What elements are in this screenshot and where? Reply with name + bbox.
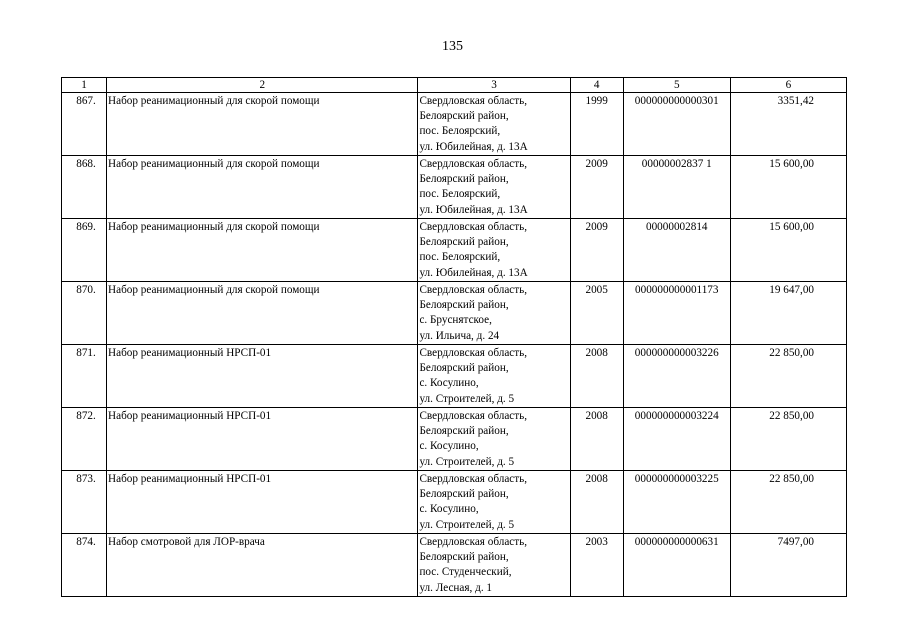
address-line: Свердловская область, xyxy=(419,473,528,485)
address-line: пос. Белоярский, xyxy=(419,251,501,264)
item-cost: 22 850,00 xyxy=(730,345,846,408)
item-address xyxy=(418,534,570,597)
item-name: Набор смотровой для ЛОР-врача xyxy=(107,534,418,597)
address-line: ул. Лесная, д. 1 xyxy=(419,581,493,594)
item-name: Набор реанимационный для скорой помощи xyxy=(107,156,418,219)
header-col-1: 1 xyxy=(62,78,107,93)
address-line: пос. Белоярский, xyxy=(419,125,501,138)
address-line: Белоярский район, xyxy=(419,425,509,438)
table-row xyxy=(62,282,847,345)
address-line: Свердловская область, xyxy=(419,158,528,170)
item-address xyxy=(418,345,570,408)
item-address xyxy=(418,282,570,345)
item-cost: 22 850,00 xyxy=(730,471,846,534)
inventory-number: 000000000000301 xyxy=(623,93,730,156)
item-address xyxy=(418,408,570,471)
address-line: Белоярский район, xyxy=(419,488,509,501)
address-line: Белоярский район, xyxy=(419,299,509,312)
address-line: Свердловская область, xyxy=(419,347,528,359)
address-line: ул. Строителей, д. 5 xyxy=(419,518,515,531)
row-number: 871. xyxy=(62,345,107,408)
item-year: 2008 xyxy=(570,345,623,408)
header-col-2: 2 xyxy=(107,78,418,93)
inventory-number: 000000000003226 xyxy=(623,345,730,408)
address-line: Белоярский район, xyxy=(419,362,509,375)
table-row xyxy=(62,219,847,282)
header-col-4: 4 xyxy=(570,78,623,93)
item-name: Набор реанимационный НРСП-01 xyxy=(107,345,418,408)
item-year: 2005 xyxy=(570,282,623,345)
item-name: Набор реанимационный НРСП-01 xyxy=(107,408,418,471)
item-year: 2008 xyxy=(570,471,623,534)
item-name: Набор реанимационный для скорой помощи xyxy=(107,93,418,156)
row-number: 867. xyxy=(62,93,107,156)
table-row xyxy=(62,408,847,471)
header-col-6: 6 xyxy=(730,78,846,93)
address-line: ул. Строителей, д. 5 xyxy=(419,392,515,405)
address-line: с. Косулино, xyxy=(419,503,479,516)
inventory-number: 00000002814 xyxy=(623,219,730,282)
item-year: 1999 xyxy=(570,93,623,156)
address-line: Белоярский район, xyxy=(419,173,509,186)
item-year: 2009 xyxy=(570,219,623,282)
address-line: Белоярский район, xyxy=(419,551,509,564)
table-row xyxy=(62,345,847,408)
item-year: 2009 xyxy=(570,156,623,219)
row-number: 872. xyxy=(62,408,107,471)
address-line: ул. Строителей, д. 5 xyxy=(419,455,515,468)
address-line: Свердловская область, xyxy=(419,221,528,233)
address-line: с. Косулино, xyxy=(419,377,479,390)
inventory-table xyxy=(61,77,847,597)
header-col-3: 3 xyxy=(418,78,570,93)
address-line: с. Косулино, xyxy=(419,440,479,453)
item-name: Набор реанимационный НРСП-01 xyxy=(107,471,418,534)
item-year: 2008 xyxy=(570,408,623,471)
address-line: пос. Студенческий, xyxy=(419,566,512,579)
address-line: пос. Белоярский, xyxy=(419,188,501,201)
address-line: ул. Юбилейная, д. 13А xyxy=(419,140,528,153)
item-name: Набор реанимационный для скорой помощи xyxy=(107,219,418,282)
address-line: Свердловская область, xyxy=(419,284,528,296)
page-number: 135 xyxy=(442,39,463,54)
item-cost: 22 850,00 xyxy=(730,408,846,471)
address-line: ул. Юбилейная, д. 13А xyxy=(419,203,528,216)
row-number: 870. xyxy=(62,282,107,345)
address-line: ул. Ильича, д. 24 xyxy=(419,329,500,342)
row-number: 873. xyxy=(62,471,107,534)
table-row xyxy=(62,93,847,156)
inventory-number: 000000000003225 xyxy=(623,471,730,534)
address-line: Свердловская область, xyxy=(419,410,528,422)
inventory-number: 000000000001173 xyxy=(623,282,730,345)
inventory-number: 000000000000631 xyxy=(623,534,730,597)
address-line: Белоярский район, xyxy=(419,110,509,123)
item-cost: 19 647,00 xyxy=(730,282,846,345)
table-row xyxy=(62,156,847,219)
address-line: с. Бруснятское, xyxy=(419,314,492,327)
item-year: 2003 xyxy=(570,534,623,597)
table-row xyxy=(62,534,847,597)
table-row xyxy=(62,471,847,534)
address-line: Свердловская область, xyxy=(419,95,528,107)
header-col-5: 5 xyxy=(623,78,730,93)
item-cost: 15 600,00 xyxy=(730,156,846,219)
item-cost: 3351,42 xyxy=(730,93,846,156)
row-number: 869. xyxy=(62,219,107,282)
header-row xyxy=(62,78,847,93)
item-cost: 15 600,00 xyxy=(730,219,846,282)
item-address xyxy=(418,156,570,219)
inventory-number: 000000000003224 xyxy=(623,408,730,471)
address-line: Свердловская область, xyxy=(419,536,528,548)
item-cost: 7497,00 xyxy=(730,534,846,597)
item-name: Набор реанимационный для скорой помощи xyxy=(107,282,418,345)
item-address xyxy=(418,93,570,156)
inventory-number: 00000002837 1 xyxy=(623,156,730,219)
address-line: ул. Юбилейная, д. 13А xyxy=(419,266,528,279)
row-number: 868. xyxy=(62,156,107,219)
row-number: 874. xyxy=(62,534,107,597)
item-address xyxy=(418,219,570,282)
item-address xyxy=(418,471,570,534)
address-line: Белоярский район, xyxy=(419,236,509,249)
